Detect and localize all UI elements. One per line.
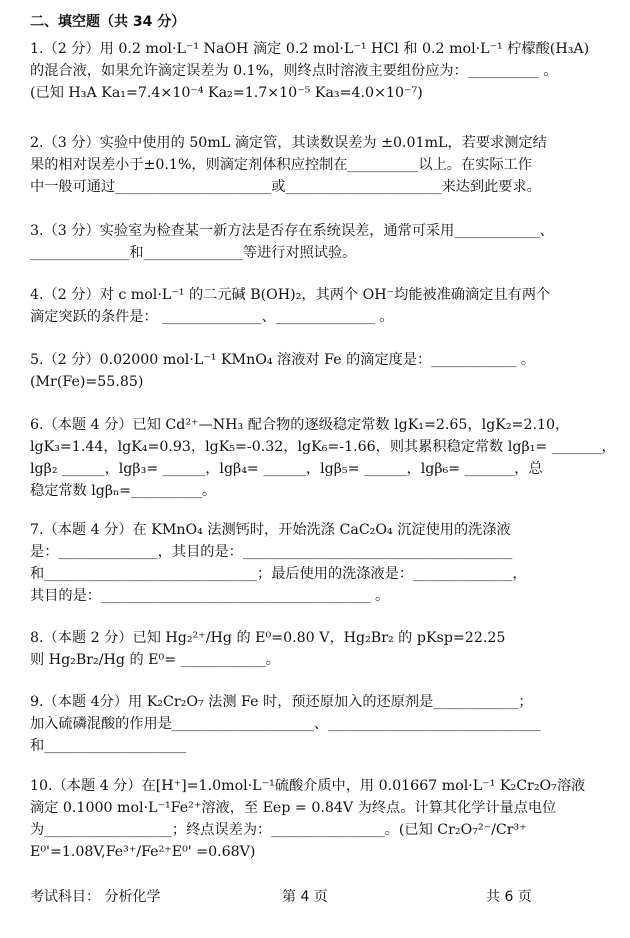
question-7-line-4: 其目的是：______________________________________ 。 xyxy=(30,588,390,604)
question-1-line-2: 的混合液，如果允许滴定误差为 0.1%，则终点时溶液主要组份应为：__________ 。 xyxy=(30,63,558,79)
question-6-line-4: 稳定常数 lgβₙ=__________。 xyxy=(30,483,217,499)
question-10-line-3: 为__________________；终点误差为：________________。(已知 Cr₂O₇²⁻/Cr³⁺ xyxy=(30,822,527,838)
question-5-line-1: 5.（2 分）0.02000 mol·L⁻¹ KMnO₄ 溶液对 Fe 的滴定度是：____________ 。 xyxy=(30,352,536,368)
question-10-line-1: 10.（本题 4 分）在[H⁺]=1.0mol·L⁻¹硫酸介质中，用 0.01667 mol·L⁻¹ K₂Cr₂O₇溶液 xyxy=(30,778,586,794)
question-8-line-1: 8.（本题 2 分）已知 Hg₂²⁺/Hg 的 E⁰=0.80 V，Hg₂Br₂ 的 pKsp=22.25 xyxy=(30,630,506,646)
question-6-line-3: lgβ₂ ______，lgβ₃= ______，lgβ₄= ______，lgβ₅= ______，lgβ₆= _______，总 xyxy=(30,461,543,477)
question-9-line-1: 9.（本题 4分）用 K₂Cr₂O₇ 法测 Fe 时，预还原加入的还原剂是____________； xyxy=(30,694,533,710)
question-7-line-2: 是：______________，其目的是：______________________________________ xyxy=(30,544,513,560)
footer-subject: 考试科目： 分析化学 xyxy=(30,889,161,905)
question-9-line-2: 加入硫磷混酸的作用是____________________、______________________________ xyxy=(30,716,541,732)
question-10-line-2: 滴定 0.1000 mol·L⁻¹Fe²⁺溶液，至 Eep = 0.84V 为终点。计算其化学计量点电位 xyxy=(30,800,557,816)
question-10-line-4: E⁰'=1.08V,Fe³⁺/Fe²⁺E⁰' =0.68V) xyxy=(30,844,256,860)
footer-total-pages: 共 6 页 xyxy=(486,889,532,905)
question-4-line-2: 滴定突跃的条件是： ______________、______________ 。 xyxy=(30,309,394,325)
question-7-line-1: 7.（本题 4 分）在 KMnO₄ 法测钙时，开始洗涤 CaC₂O₄ 沉淀使用的洗涤液 xyxy=(30,522,511,538)
question-1-line-1: 1.（2 分）用 0.2 mol·L⁻¹ NaOH 滴定 0.2 mol·L⁻¹ HCl 和 0.2 mol·L⁻¹ 柠檬酸(H₃A) xyxy=(30,41,590,57)
question-8-line-2: 则 Hg₂Br₂/Hg 的 E⁰= ____________。 xyxy=(30,652,280,668)
question-7-line-3: 和______________________________；最后使用的洗涤液是：______________， xyxy=(30,566,527,582)
question-2-line-3: 中一般可通过______________________或______________________来达到此要求。 xyxy=(30,179,541,195)
question-3-line-2: ______________和______________等进行对照试验。 xyxy=(30,245,357,261)
footer-page-number: 第 4 页 xyxy=(282,889,328,905)
section-title: 二、填空题（共 34 分） xyxy=(30,14,186,30)
question-6-line-2: lgK₃=1.44，lgK₄=0.93，lgK₅=-0.32，lgK₆=-1.66，则其累积稳定常数 lgβ₁= _______， xyxy=(30,439,616,455)
question-4-line-1: 4.（2 分）对 c mol·L⁻¹ 的二元碱 B(OH)₂，其两个 OH⁻均能被准确滴定且有两个 xyxy=(30,287,551,303)
question-2-line-2: 果的相对误差小于±0.1%，则滴定剂体积应控制在__________以上。在实际工作 xyxy=(30,157,532,173)
question-5-line-2: (Mr(Fe)=55.85) xyxy=(30,374,144,390)
question-2-line-1: 2.（3 分）实验中使用的 50mL 滴定管，其读数误差为 ±0.01mL，若要求测定结 xyxy=(30,135,547,151)
question-6-line-1: 6.（本题 4 分）已知 Cd²⁺—NH₃ 配合物的逐级稳定常数 lgK₁=2.65，lgK₂=2.10， xyxy=(30,417,570,433)
question-3-line-1: 3.（3 分）实验室为检查某一新方法是否存在系统误差，通常可采用____________、 xyxy=(30,223,554,239)
question-1-line-3: (已知 H₃A Ka₁=7.4×10⁻⁴ Ka₂=1.7×10⁻⁵ Ka₃=4.0×10⁻⁷) xyxy=(30,85,423,101)
question-9-line-3: 和____________________ xyxy=(30,738,187,754)
